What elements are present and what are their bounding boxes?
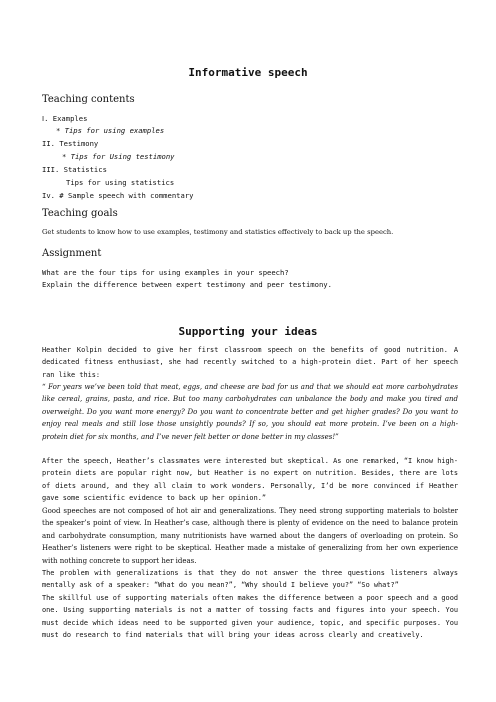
document-title: Informative speech xyxy=(188,66,308,79)
paragraph-generalizations: The problem with generalizations is that they do not answer the three questions listeners always mentally ask of a speaker: “What do you mean?”, “Why should I believe you?” “So what?” xyxy=(42,569,458,590)
paragraph-classmates: After the speech, Heather’s classmates were interested but skeptical. As one remarked, “I know high-protein diets are popular right now, but Heather is no expert on nutrition. Besides, there are lots of diets around, and they all claim to work wonders. Personally, I’d be more convinced if Heather gave some scientific evidence to back up her opinion.” xyxy=(42,457,458,503)
contents-subitem-examples-tips: * Tips for using examples xyxy=(56,126,165,135)
teaching-contents-heading: Teaching contents xyxy=(42,94,135,105)
contents-item-testimony: II. Testimony xyxy=(42,139,99,148)
section-title: Supporting your ideas xyxy=(178,325,318,338)
teaching-goals-text: Get students to know how to use examples, testimony and statistics effectively to back up the speech. xyxy=(42,228,394,236)
paragraph-quote: “ For years we’ve been told that meat, eggs, and cheese are bad for us and that we should eat more carbohydrates like cereal, grains, pasta, and rice. But too many carbohydrates can unbalance the body and make you tired and overweight. Do you want more energy? Do you want to concentrate better and get higher grades? Do you want to enjoy real meals and still lose those unsightly pounds? If so, you should eat more protein. I’ve been on a high-protein diet for six months, and I’ve never felt better or done better in my classes!” xyxy=(42,383,458,441)
contents-item-statistics: III. Statistics xyxy=(42,165,107,174)
assignment-line-2: Explain the difference between expert testimony and peer testimony. xyxy=(42,280,332,289)
contents-item-examples: Ⅰ. Examples xyxy=(42,114,88,123)
contents-item-sample-speech: Iv. # Sample speech with commentary xyxy=(42,191,194,200)
paragraph-supporting-materials: The skillful use of supporting materials often makes the difference between a poor speech and a good one. Using supporting materials is not a matter of tossing facts and figures into your speech. You must decide which ideas need to be supported given your audience, topic, and specific purposes. You must do research to find materials that will bring your ideas across clearly and creatively. xyxy=(42,594,458,640)
paragraph-good-speeches: Good speeches are not composed of hot air and generalizations. They need strong supporting materials to bolster the speaker’s point of view. In Heather’s case, although there is plenty of evidence on the need to balance protein and carbohydrate consumption, many nutritionists have warned about the dangers of overloading on protein. So Heather’s listeners were right to be skeptical. Heather made a mistake of generalizing from her own experience with nothing concrete to support her ideas. xyxy=(42,507,458,565)
assignment-heading: Assignment xyxy=(42,248,102,259)
contents-subitem-testimony-tips: * Tips for Using testimony xyxy=(62,152,175,161)
assignment-line-1: What are the four tips for using examples in your speech? xyxy=(42,268,289,277)
paragraph-intro: Heather Kolpin decided to give her first classroom speech on the benefits of good nutrition. A dedicated fitness enthusiast, she had recently switched to a high-protein diet. Part of her speech ran like this: xyxy=(42,346,458,379)
contents-subitem-statistics-tips: Tips for using statistics xyxy=(66,178,175,187)
teaching-goals-heading: Teaching goals xyxy=(42,208,118,219)
